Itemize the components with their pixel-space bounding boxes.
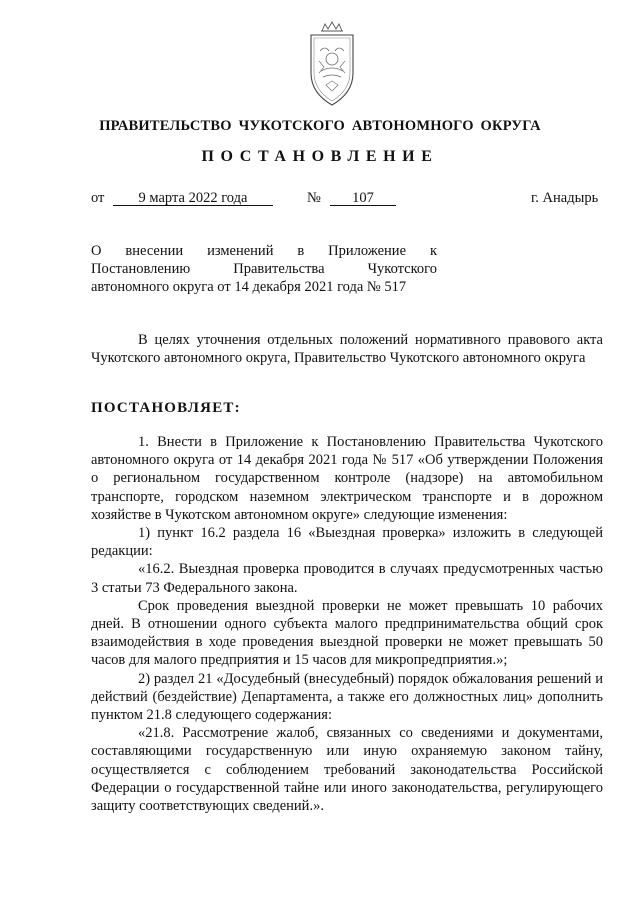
document-number: 107	[330, 191, 396, 206]
subject-block	[91, 242, 437, 296]
document-date: 9 марта 2022 года	[113, 191, 273, 206]
document-place: г. Анадырь	[531, 190, 599, 206]
subject-line: Постановлению Правительства Чукотского	[91, 261, 437, 277]
paragraph: Срок проведения выездной проверки не может превышать 10 рабочих дней. В отношении одного субъекта малого предпринимательства общий срок взаимодействия в ходе проведения выездной проверки не может превышать 50 часов для малого предприятия и 15 часов для микропредприятия.»;	[91, 597, 603, 669]
preamble-block	[91, 331, 603, 367]
paragraph: 2) раздел 21 «Досудебный (внесудебный) порядок обжалования решений и действий (бездействие) Департамента, а также его должностных лиц» дополнить пунктом 21.8 следующего содержания:	[91, 670, 603, 724]
paragraph: 1. Внести в Приложение к Постановлению Правительства Чукотского автономного округа от 14 декабря 2021 года № 517 «Об утверждении Положения о региональном государственном контроле (надзоре) на автомобильном транспорте, городском наземном электрическом транспорте и в дорожном хозяйстве в Чукотском автономном округе» следующие изменения:	[91, 434, 603, 523]
paragraph: «16.2. Выездная проверка проводится в случаях предусмотренных частью 3 статьи 73 Федерального закона.	[91, 561, 603, 596]
body-block	[91, 433, 603, 815]
date-field	[113, 190, 273, 207]
number-sign: №	[307, 190, 321, 206]
subject-line: О внесении изменений в Приложение к	[91, 243, 437, 259]
paragraph: 1) пункт 16.2 раздела 16 «Выездная проверка» изложить в следующей редакции:	[91, 525, 603, 560]
organization-title: ПРАВИТЕЛЬСТВО ЧУКОТСКОГО АВТОНОМНОГО ОКРУГА	[99, 118, 541, 134]
date-prefix: от	[91, 190, 105, 206]
resolves-heading: ПОСТАНОВЛЯЕТ:	[91, 400, 241, 416]
number-field	[330, 190, 396, 207]
paragraph: «21.8. Рассмотрение жалоб, связанных со сведениями и документами, составляющими государственную или иную охраняемую законом тайну, осуществляется с соблюдением требований законодательства Российской Федерации о государственной тайне или иного законодательства, регулирующего защиту соответствующих сведений.».	[91, 725, 603, 815]
coat-of-arms-icon	[307, 21, 357, 107]
subject-line: автономного округа от 14 декабря 2021 года № 517	[91, 279, 407, 295]
preamble: В целях уточнения отдельных положений нормативного правового акта Чукотского автономного округа, Правительство Чукотского автономного округа	[91, 332, 603, 367]
document-type: ПОСТАНОВЛЕНИЕ	[201, 148, 439, 165]
